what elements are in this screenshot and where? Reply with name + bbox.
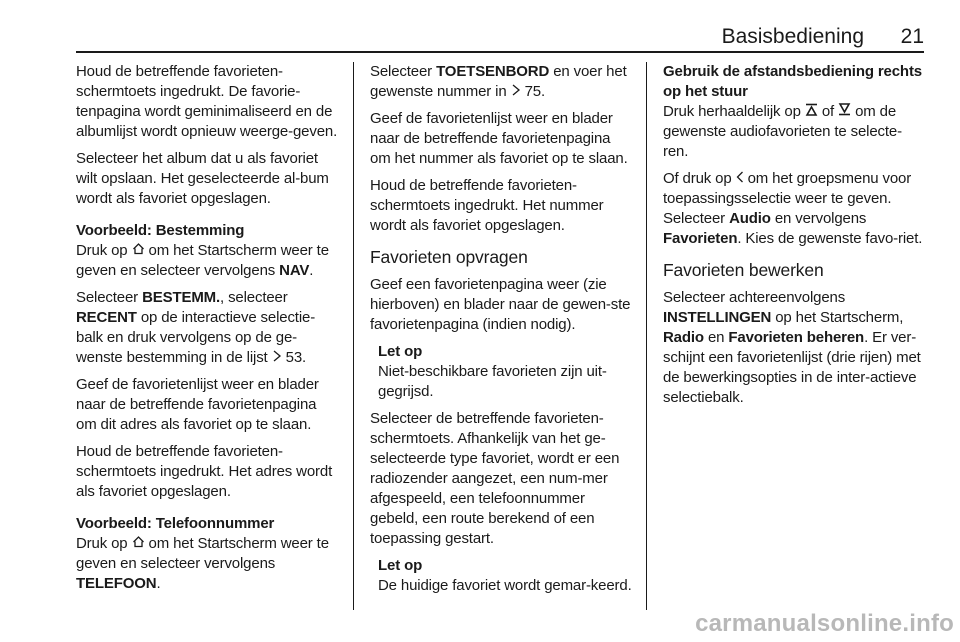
paragraph: Geef een favorietenpagina weer (zie hierboven) en blader naar de gewen-ste favorietenpagina (indien nodig).: [370, 276, 631, 333]
watermark: carmanualsonline.info: [695, 610, 954, 637]
paragraph: Selecteer BESTEMM., selecteer RECENT op de interactieve selectie-balk en druk vervolgens op de ge-wenste bestemming in de lijst 53.: [76, 289, 316, 366]
page-reference-icon: [272, 350, 282, 364]
section-heading: Favorieten opvragen: [370, 247, 528, 267]
note: [370, 556, 634, 596]
example-heading: Voorbeeld: Bestemming: [76, 222, 245, 239]
paragraph: Houd de betreffende favorieten-schermtoets ingedrukt. De favorie-tenpagina wordt geminimaliseerd en de albumlijst wordt opnieuw weerge-geven.: [76, 63, 338, 140]
page-reference-icon: [511, 84, 521, 98]
column-divider: [353, 62, 354, 610]
column-2: [370, 62, 634, 603]
header-rule: [76, 51, 924, 53]
header-title: Basisbediening: [721, 25, 864, 48]
chevron-left-icon: [736, 171, 744, 185]
home-icon: [132, 242, 145, 257]
example-heading: Voorbeeld: Telefoonnummer: [76, 515, 275, 532]
favorite-down-icon: [838, 103, 851, 118]
paragraph: Selecteer het album dat u als favoriet wilt opslaan. Het geselecteerde al-bum wordt als favoriet opgeslagen.: [76, 150, 329, 207]
paragraph: Geef de favorietenlijst weer en blader naar de betreffende favorietenpagina om dit adres als favoriet op te slaan.: [76, 376, 319, 433]
note-text: De huidige favoriet wordt gemar-keerd.: [378, 577, 632, 594]
section-heading: Favorieten bewerken: [663, 260, 824, 280]
paragraph: Druk herhaaldelijk op of om de gewenste audiofavorieten te selecte-ren.: [663, 103, 902, 160]
column-3: [663, 62, 927, 415]
note-title: Let op: [378, 557, 423, 574]
page-number: 21: [900, 25, 924, 48]
paragraph: Geef de favorietenlijst weer en blader naar de betreffende favorietenpagina om het nummer als favoriet op te slaan.: [370, 110, 628, 167]
paragraph: Druk op om het Startscherm weer te geven en selecteer vervolgens NAV.: [76, 242, 329, 279]
note-title: Let op: [378, 343, 423, 360]
page-header: [0, 0, 960, 50]
paragraph: Selecteer de betreffende favorieten-schermtoets. Afhankelijk van het ge-selecteerde type favoriet, wordt er een radiozender aangezet, een num-mer afgespeeld, een telefoonnummer gebeld, een route berekend of een toepassing gestart.: [370, 410, 620, 547]
subsection-heading: Gebruik de afstandsbediening rechts op het stuur: [663, 63, 922, 100]
column-1: [76, 62, 340, 601]
note-text: Niet-beschikbare favorieten zijn uit-gegrijsd.: [378, 363, 607, 400]
paragraph: Of druk op om het groepsmenu voor toepassingsselectie weer te geven. Selecteer Audio en vervolgens Favorieten. Kies de gewenste favo-riet.: [663, 170, 923, 247]
paragraph: Druk op om het Startscherm weer te geven en selecteer vervolgens TELEFOON.: [76, 535, 329, 592]
paragraph: Houd de betreffende favorieten-schermtoets ingedrukt. Het nummer wordt als favoriet opgeslagen.: [370, 177, 604, 234]
favorite-up-icon: [805, 103, 818, 118]
column-divider: [646, 62, 647, 610]
note: [370, 342, 634, 402]
paragraph: Houd de betreffende favorieten-schermtoets ingedrukt. Het adres wordt als favoriet opgeslagen.: [76, 443, 333, 500]
paragraph: Selecteer TOETSENBORD en voer het gewenste nummer in 75.: [370, 63, 627, 100]
home-icon: [132, 535, 145, 550]
paragraph: Selecteer achtereenvolgens INSTELLINGEN op het Startscherm, Radio en Favorieten beheren. Er ver-schijnt een favorietenlijst (drie rijen) met de bewerkingsopties in de inter-actieve selectiebalk.: [663, 289, 921, 406]
